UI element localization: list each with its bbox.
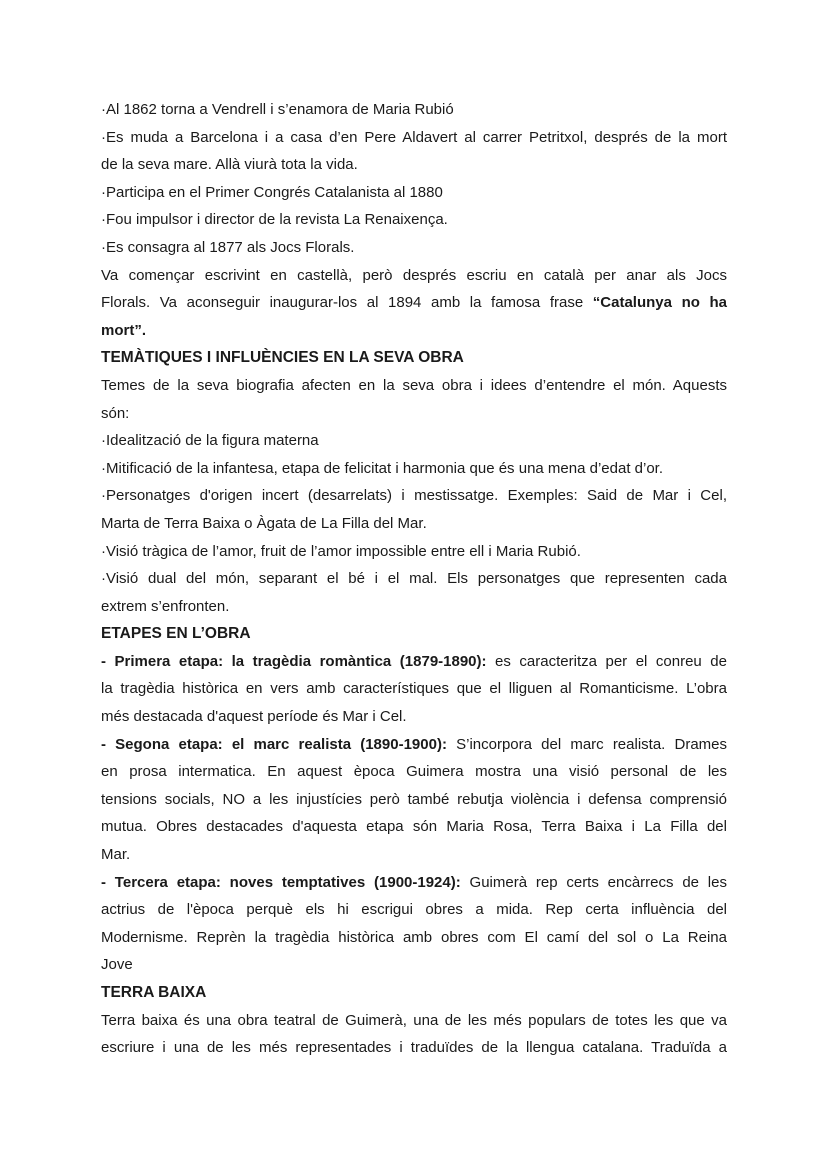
list-item: ·Visió dual del món, separant el bé i el mal. Els personatges que representen cada [101,570,727,588]
text: S’incorpora del marc realista. Drames [446,735,728,753]
stage-line: tensions socials, NO a les injustícies però també rebutja violència i defensa comprensió [101,790,727,808]
stage-line: més destacada d'aquest període és Mar i Cel. [101,708,407,726]
stage-title: - Segona etapa: el marc realista (1890-1900): [101,735,447,753]
paragraph-line: Terra baixa és una obra teatral de Guimerà, una de les més populars de totes les que va [101,1011,727,1029]
paragraph-line: Va començar escrivint en castellà, però després escriu en català per anar als Jocs [101,266,727,284]
stage-line: Jove [101,956,133,974]
paragraph-line: són: [101,404,130,422]
bio-item: ·Es consagra al 1877 als Jocs Florals. [101,238,355,256]
list-item-cont: extrem s’enfronten. [101,597,230,615]
paragraph-line: Temes de la seva biografia afecten en la seva obra i idees d’entendre el món. Aquests [101,376,727,394]
stage-line: mutua. Obres destacades d'aquesta etapa són Maria Rosa, Terra Baixa i La Filla del [101,818,727,836]
list-item: ·Personatges d'origen incert (desarrelats) i mestissatge. Exemples: Said de Mar i Cel, [101,487,727,505]
section-heading: TERRA BAIXA [101,984,207,1001]
paragraph-line: escriure i una de les més representades i traduïdes de la llengua catalana. Traduïda a [101,1039,727,1057]
list-item-cont: Marta de Terra Baixa o Àgata de La Filla del Mar. [101,514,427,532]
quote-bold: “Catalunya no ha [592,294,728,312]
quote-bold: mort”. [101,321,146,339]
stage-title: - Primera etapa: la tragèdia romàntica (1879-1890): [101,652,487,670]
bio-item: ·Fou impulsor i director de la revista La Renaixença. [101,211,448,229]
stage-line [101,869,727,897]
document-page [101,96,727,1062]
bio-item-cont: de la seva mare. Allà viurà tota la vida. [101,156,358,174]
paragraph-line [101,289,727,317]
bio-item: ·Participa en el Primer Congrés Catalanista al 1880 [101,183,443,201]
stage-title: - Tercera etapa: noves temptatives (1900-1924): [101,873,461,891]
bio-item: ·Es muda a Barcelona i a casa d’en Pere Aldavert al carrer Petritxol, després de la mort [101,128,727,146]
stage-line: Modernisme. Reprèn la tragèdia històrica amb obres com El camí del sol o La Reina [101,928,727,946]
stage-line: la tragèdia històrica en vers amb característiques que el lliguen al Romanticisme. L’obra [101,680,727,698]
stage-line [101,648,727,676]
paragraph-line [101,317,727,345]
stage-line [101,731,727,759]
section-heading: ETAPES EN L’OBRA [101,625,251,643]
text: Guimerà rep certs encàrrecs de les [460,873,727,891]
text: Florals. Va aconseguir inaugurar-los al 1894 amb la famosa frase [101,294,593,312]
stage-line: en prosa intermatica. En aquest època Guimera mostra una visió personal de les [101,763,727,781]
section-heading: TEMÀTIQUES I INFLUÈNCIES EN LA SEVA OBRA [101,349,464,367]
list-item: ·Idealització de la figura materna [101,432,319,450]
bio-item: ·Al 1862 torna a Vendrell i s’enamora de Maria Rubió [101,101,454,118]
list-item: ·Mitificació de la infantesa, etapa de felicitat i harmonia que és una mena d’edat d’or. [101,459,664,477]
text: es caracteritza per el conreu de [486,652,727,670]
stage-line: Mar. [101,846,131,864]
stage-line: actrius de l'època perquè els hi escrigui obres a mida. Rep certa influència del [101,901,727,919]
list-item: ·Visió tràgica de l’amor, fruit de l’amor impossible entre ell i Maria Rubió. [101,542,581,560]
